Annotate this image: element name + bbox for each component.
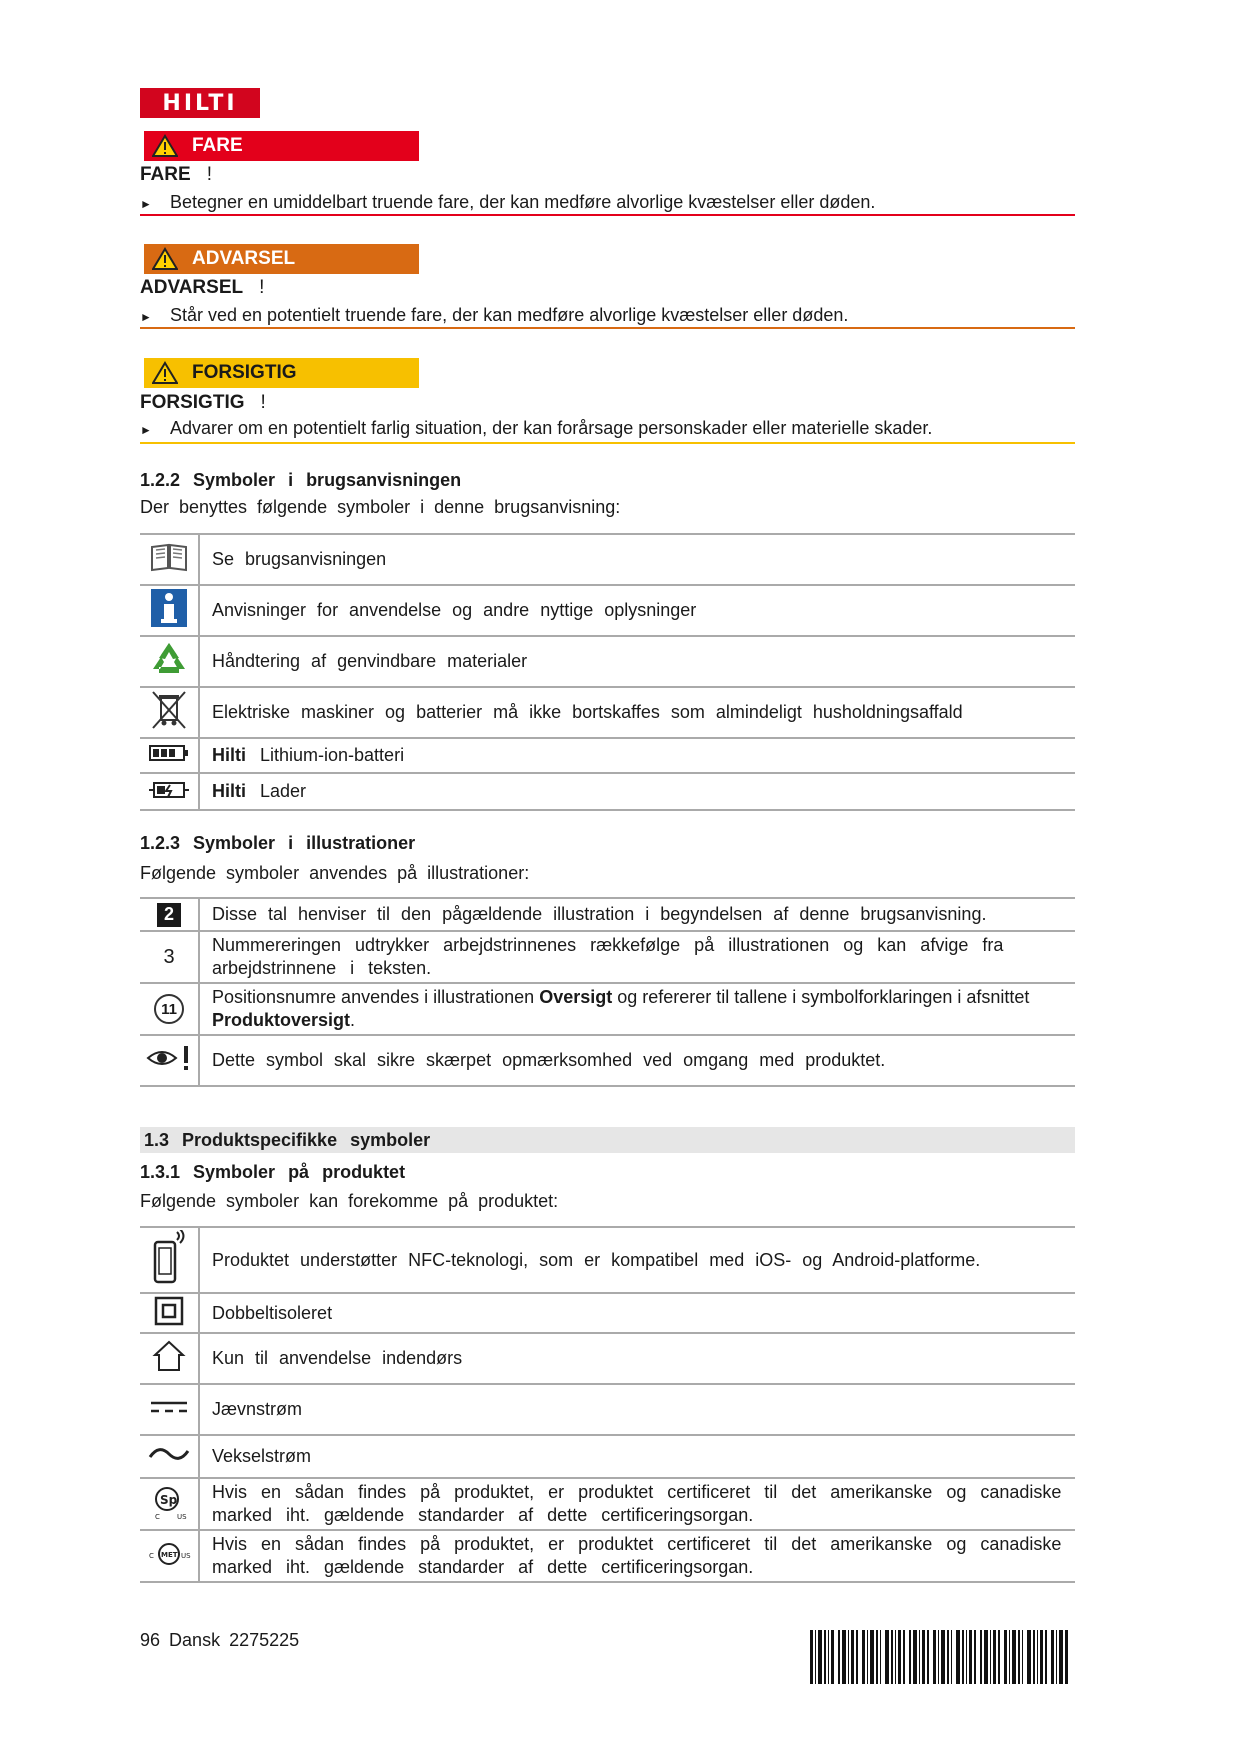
- alternating-current-icon: [148, 1444, 190, 1464]
- position-number-icon: 11: [154, 994, 184, 1024]
- symbol-text: Hvis en sådan findes på produktet, er produktet certificeret til det amerikanske og canadiske marked iht. gældende standarder af dette certificeringsorgan.: [199, 1478, 1075, 1530]
- warning-description: ► Står ved en potentielt truende fare, der kan medføre alvorlige kvæstelser eller døden.: [140, 305, 849, 325]
- danger-label: FARE: [192, 135, 243, 156]
- section-heading-1-3-1: 1.3.1 Symboler på produktet: [140, 1162, 406, 1182]
- caution-rule: [140, 442, 1075, 444]
- danger-rule: [140, 214, 1075, 216]
- caution-label: FORSIGTIG: [192, 362, 297, 383]
- symbol-text: Dette symbol skal sikre skærpet opmærksomhed ved omgang med produktet.: [199, 1035, 1075, 1086]
- caution-word: FORSIGTIG !: [140, 392, 266, 413]
- table-row: [140, 1478, 1075, 1530]
- svg-text:US: US: [181, 1551, 191, 1560]
- warning-triangle-icon: [148, 132, 182, 160]
- svg-text:US: US: [177, 1512, 187, 1521]
- double-insulated-icon: [154, 1296, 184, 1326]
- table-row: [140, 1035, 1075, 1086]
- hilti-logo: HILTI: [138, 86, 262, 120]
- warning-triangle-icon: [148, 359, 182, 387]
- page-footer: [140, 1630, 299, 1651]
- table-row: [140, 1293, 1075, 1333]
- indoor-house-icon: [152, 1339, 186, 1373]
- info-icon: [150, 588, 188, 628]
- direct-current-icon: [149, 1399, 189, 1415]
- table-row: [140, 1333, 1075, 1384]
- table-row: [140, 687, 1075, 738]
- symbols-manual-table: [140, 533, 1075, 811]
- recycle-icon: [149, 639, 189, 679]
- symbol-text: Hilti Lithium-ion-batteri: [199, 738, 1075, 773]
- danger-label-bar: [144, 131, 419, 161]
- symbol-text: Hvis en sådan findes på produktet, er produktet certificeret til det amerikanske og canadiske marked iht. gældende standarder af dette certificeringsorgan.: [199, 1530, 1075, 1582]
- danger-description: ► Betegner en umiddelbart truende fare, der kan medføre alvorlige kvæstelser eller døden.: [140, 192, 876, 212]
- warning-rule: [140, 327, 1075, 329]
- nfc-phone-icon: [149, 1230, 189, 1286]
- table-row: [140, 898, 1075, 931]
- crossed-bin-icon: [149, 688, 189, 732]
- svg-text:MET: MET: [161, 1550, 178, 1559]
- language: Dansk: [169, 1630, 221, 1650]
- svg-text:C: C: [155, 1512, 160, 1521]
- symbol-text: Positionsnumre anvendes i illustrationen Oversigt og refererer til tallene i symbolforklaringen i afsnittet Produktoversigt.: [199, 983, 1075, 1035]
- table-row: [140, 1384, 1075, 1435]
- doc-number: 2275225: [229, 1630, 300, 1650]
- table-row: [140, 636, 1075, 687]
- barcode: [810, 1630, 1068, 1684]
- symbol-text: Håndtering af genvindbare materialer: [199, 636, 1075, 687]
- section-intro-1-2-2: Der benyttes følgende symboler i denne brugsanvisning:: [140, 497, 621, 517]
- danger-word: FARE !: [140, 164, 212, 185]
- caution-description: ► Advarer om en potentielt farlig situation, der kan forårsage personskader eller materielle skader.: [140, 418, 933, 438]
- section-intro-1-2-3: Følgende symboler anvendes på illustrationer:: [140, 863, 530, 883]
- section-heading-1-2-3: 1.2.3 Symboler i illustrationer: [140, 833, 416, 853]
- symbol-text: Vekselstrøm: [199, 1435, 1075, 1478]
- symbol-text: Kun til anvendelse indendørs: [199, 1333, 1075, 1384]
- table-row: [140, 1530, 1075, 1582]
- symbols-product-table: [140, 1226, 1075, 1583]
- symbol-text: Hilti Lader: [199, 773, 1075, 810]
- symbol-text: Se brugsanvisningen: [199, 534, 1075, 585]
- warning-label: ADVARSEL: [192, 248, 296, 269]
- svg-text:Sp: Sp: [160, 1492, 178, 1507]
- table-row: [140, 983, 1075, 1035]
- warning-word: ADVARSEL !: [140, 277, 265, 298]
- brand-name: Hilti: [212, 745, 246, 765]
- figure-number-icon: 2: [157, 903, 181, 927]
- brand-name: Hilti: [212, 781, 246, 801]
- step-number-icon: 3: [163, 945, 175, 968]
- symbol-text: Jævnstrøm: [199, 1384, 1075, 1435]
- table-row: [140, 1435, 1075, 1478]
- table-row: [140, 534, 1075, 585]
- warning-triangle-icon: [148, 245, 182, 273]
- symbol-text: Dobbeltisoleret: [199, 1293, 1075, 1333]
- warning-label-bar: [144, 244, 419, 274]
- manual-book-icon: [149, 541, 189, 573]
- table-row: [140, 585, 1075, 636]
- svg-text:C: C: [149, 1551, 154, 1560]
- caution-label-bar: [144, 358, 419, 388]
- symbol-text: Elektriske maskiner og batterier må ikke bortskaffes som almindeligt husholdningsaffald: [199, 687, 1075, 738]
- section-heading-1-2-2: 1.2.2 Symboler i brugsanvisningen: [140, 470, 462, 490]
- table-row: [140, 773, 1075, 810]
- attention-eye-icon: [146, 1044, 192, 1072]
- section-heading-1-3: 1.3 Produktspecifikke symboler: [140, 1127, 1075, 1153]
- page-number: 96: [140, 1630, 161, 1650]
- symbol-text: Nummereringen udtrykker arbejdstrinnenes rækkefølge på illustrationen og kan afvige fra arbejdstrinnene i teksten.: [199, 931, 1075, 983]
- battery-icon: [149, 743, 189, 763]
- table-row: [140, 1227, 1075, 1293]
- csa-mark-icon: [149, 1482, 189, 1522]
- charger-icon: [148, 777, 190, 801]
- section-intro-1-3-1: Følgende symboler kan forekomme på produktet:: [140, 1191, 559, 1211]
- table-row: [140, 931, 1075, 983]
- met-mark-icon: [147, 1539, 191, 1569]
- symbols-illustration-table: [140, 897, 1075, 1087]
- symbol-text: Produktet understøtter NFC-teknologi, som er kompatibel med iOS- og Android-platforme.: [199, 1227, 1075, 1293]
- table-row: [140, 738, 1075, 773]
- symbol-text: Disse tal henviser til den pågældende illustration i begyndelsen af denne brugsanvisning.: [199, 898, 1075, 931]
- symbol-text: Anvisninger for anvendelse og andre nyttige oplysninger: [199, 585, 1075, 636]
